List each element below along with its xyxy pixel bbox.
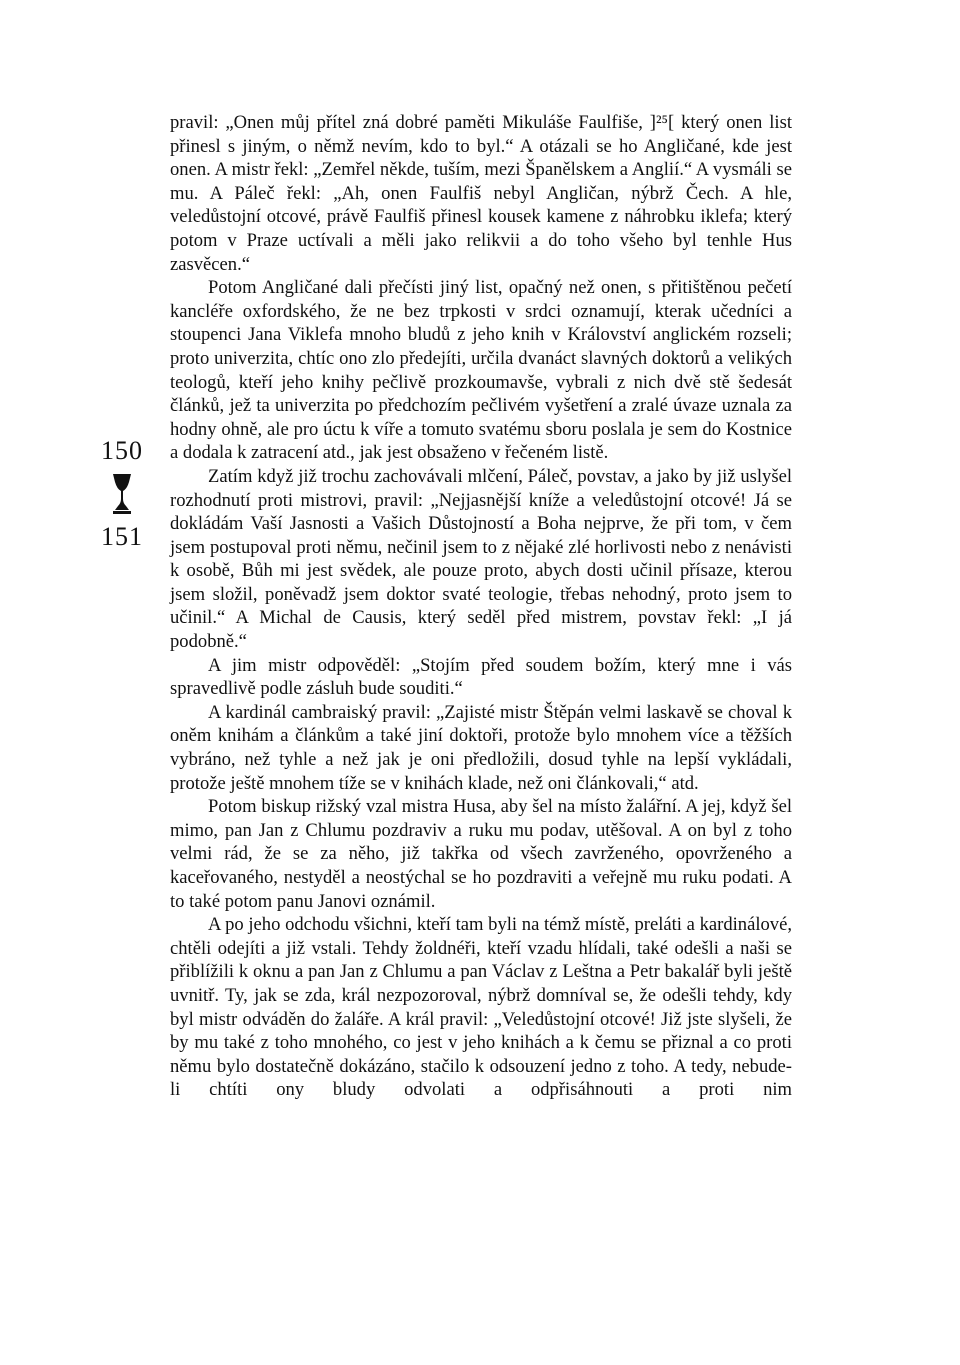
paragraph: Zatím když již trochu zachovávali mlčení, Páleč, povstav, a jako by již uslyšel rozhodnutí proti mistrovi, pravil: „Nejjasnější kníže a veledůstojní otcové! Já se dokládám Vaší Jasnosti a Vašich Důstojností a Boha nejprve, že při tom, v čem jsem postupoval proti němu, nečinil jsem to z nějaké zlé horlivosti nebo z nenávisti k osobě, Bůh mi jest svědek, ale pouze proto, abych dosti učinil přísaze, kterou jsem složil, poněvadž jsem doktor svaté teologie, třebas nehodný, proto jsem to učinil.“ A Michal de Causis, který seděl před mistrem, povstav řekl: „I já podobně.“ (170, 465, 792, 653)
paragraph: A jim mistr odpověděl: „Stojím před soudem božím, který mne i vás spravedlivě podle zásluh bude souditi.“ (170, 654, 792, 700)
paragraph: Potom biskup rižský vzal mistra Husa, aby šel na místo žalářní. A jej, když šel mimo, pan Jan z Chlumu pozdraviv a ruku mu podav, utěšoval. A on byl z toho velmi rád, že se za něho, již takřka od všech zavrženého, opovrženého a kaceřovaného, nestyděl a neostýchal se ho pozdraviti a veřejně mu ruku podati. A to také potom panu Janovi oznámil. (170, 796, 792, 912)
chalice-icon (111, 472, 133, 516)
paragraph: A po jeho odchodu všichni, kteří tam byli na témž místě, preláti a kardinálové, chtěli odejíti a již vstali. Tehdy žoldnéři, kteří vzadu hlídali, také odešli a naši se přiblížili k oknu a pan Jan z Chlumu a pan Václav z Leštna a Petr bakalář byli ještě uvnitř. Ty, jak se zda, král nezpozoroval, nýbrž domníval se, že odešli tehdy, kdy byl mistr odváděn do žaláře. A král pravil: „Veledůstojní otcové! Již jste slyšeli, že by mu také z toho mnohého, co jest v jeho knihách a k čemu se přiznal a co proti němu bylo dostatečně dokázáno, stačilo k odsouzení jedno z toho. A tedy, nebude-li chtíti ony bludy odvolati a odpřisáhnouti a proti nim (170, 914, 792, 1101)
body-text (170, 111, 792, 1102)
margin-page-numbers (92, 438, 152, 550)
paragraph: A kardinál cambraiský pravil: „Zajisté mistr Štěpán velmi laskavě se choval k oněm knihám a článkům a také jiní doktoři, protože bylo mnohem více a těžších vybráno, než tyhle a než jak je oni předložili, dosud tyhle na lepší vykládali, protože ještě mnohem tíže se v knihách klade, než oni článkovali,“ atd. (170, 701, 792, 794)
page-number-right: 151 (101, 522, 143, 551)
page-number-left: 150 (101, 436, 143, 465)
paragraph: Potom Angličané dali přečísti jiný list, opačný než onen, s přitištěnou pečetí kancléře oxfordského, že ne bez trpkosti v srdci oznamují, kterak učedníci a stoupenci Jana Viklefa mnoho bludů z jeho knih v Království anglickém rozseli; proto univerzita, chtíc ono zlo předejíti, určila dvanáct slavných doktorů a velikých teologů, kteří jeho knihy pečlivě prozkoumavše, vybrali z nich dvě stě šedesát článků, jež ta univerzita po předchozím pečlivém vyšetření a zralé úvaze uznala za hodny ohně, ale pro úctu k víře a tomuto svatému sboru poslala je sem do Kostnice a dodala k zatracení atd., jak jest obsaženo v řečeném listě. (170, 277, 792, 464)
paragraph: pravil: „Onen můj přítel zná dobré paměti Mikuláše Faulfiše, ]²⁵[ který onen list přinesl s jiným, o němž nevím, kdo to byl.“ A otázali se ho Angličané, kde jest onen. A mistr řekl: „Zemřel někde, tuším, mezi Španělskem a Anglií.“ A vysmáli se mu. A Páleč řekl: „Ah, onen Faulfiš nebyl Angličan, nýbrž Čech. A hle, veledůstojní otcové, právě Faulfiš přinesl kousek kamene z náhrobku iklefa; který potom v Praze uctívali a měli jako relikvii a do toho všeho byl tenhle Hus zasvěcen.“ (170, 112, 792, 275)
